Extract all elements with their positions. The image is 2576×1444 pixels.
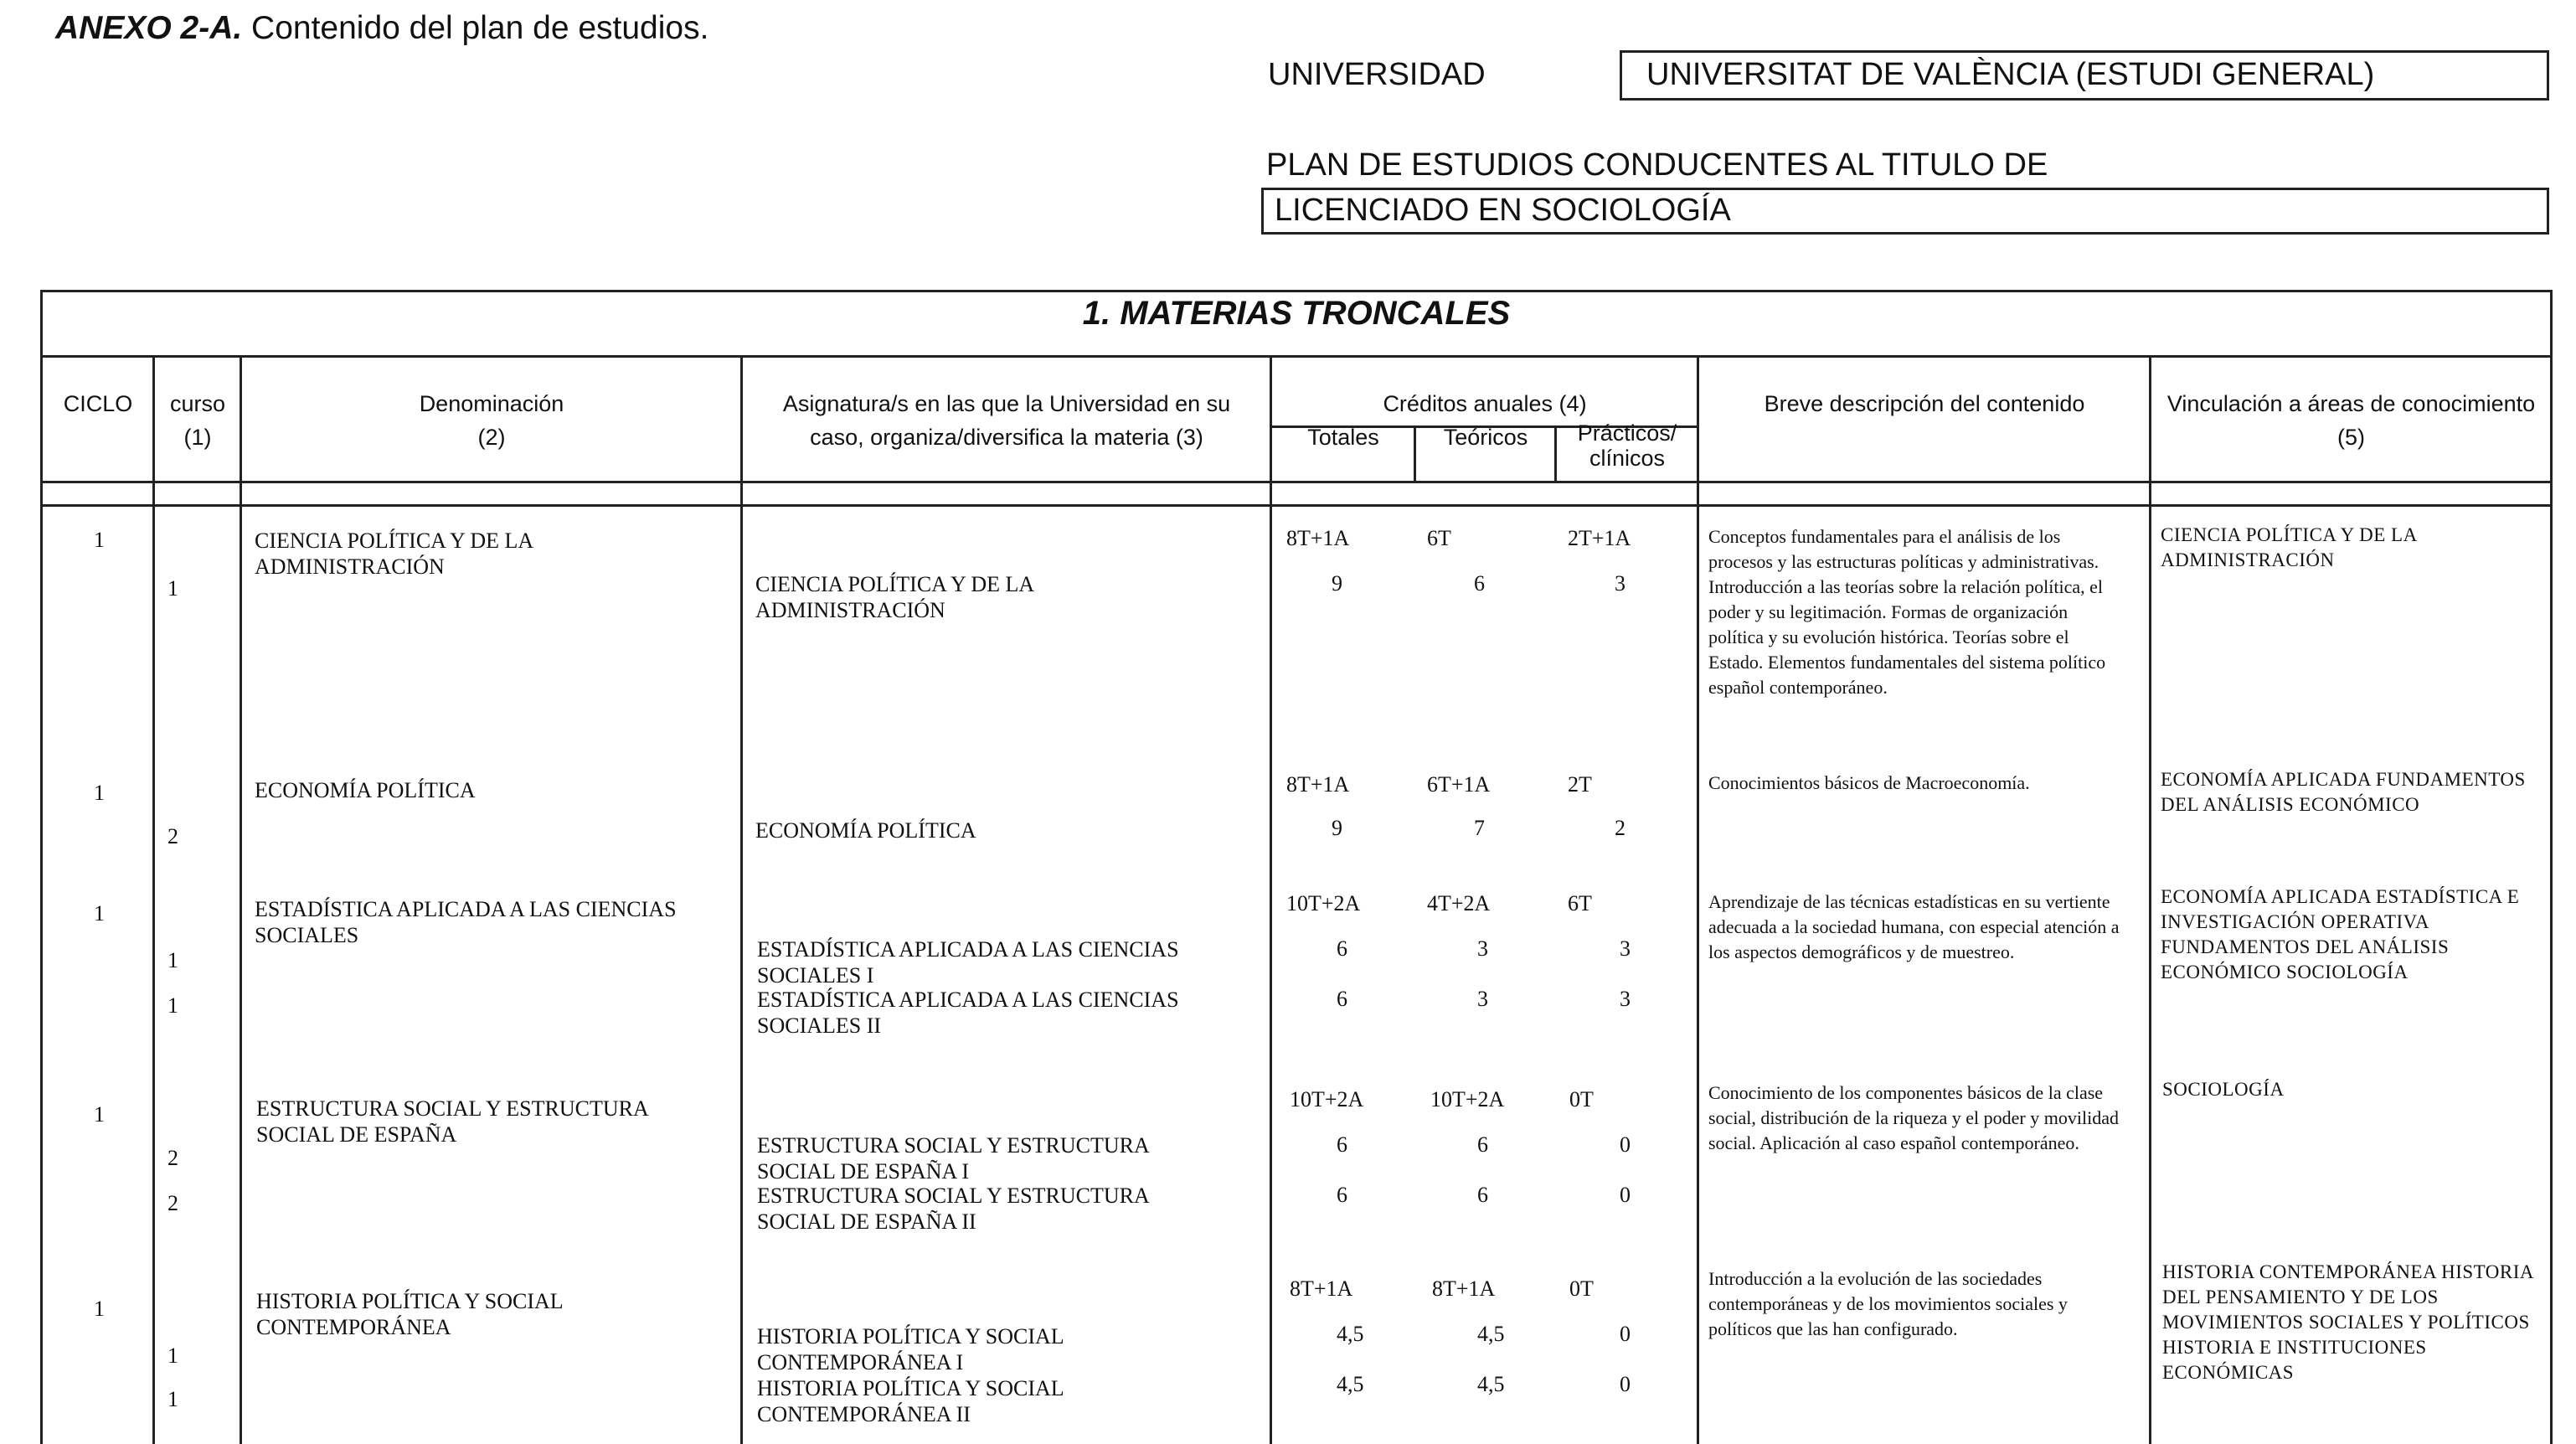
- asig-teoricos: 6: [1474, 571, 1485, 596]
- row-totales: 8T+1A: [1286, 526, 1350, 550]
- asig-teoricos: 4,5: [1477, 1372, 1505, 1396]
- row-teoricos: 10T+2A: [1430, 1087, 1505, 1111]
- asig-teoricos: 3: [1477, 987, 1488, 1011]
- row-descripcion: Conocimientos básicos de Macroeconomía.: [1708, 772, 2030, 793]
- universidad-label: UNIVERSIDAD: [1268, 57, 1486, 92]
- table-top-border: [40, 290, 2553, 292]
- header-ciclo: CICLO: [63, 391, 133, 416]
- row-descripcion: Conocimiento de los componentes básicos de la clase social, distribución de la riqueza y el poder y movilidad social. Aplicación al caso español contemporáneo.: [1708, 1082, 2119, 1153]
- asig-name: ESTRUCTURA SOCIAL Y ESTRUCTURA SOCIAL DE ESPAÑA II: [757, 1184, 1149, 1234]
- row-descripcion: Conceptos fundamentales para el análisis de los procesos y las estructuras políticas y administrativas. Introducción a las teorías sobre la relación política, el poder y su legitimación. Formas de organización política y su evolución histórica. Teorías sobre el Estado. Elementos fundamentales del sistema político español contemporáneo.: [1708, 526, 2106, 698]
- row-practicos: 6T: [1568, 891, 1592, 915]
- asig-curso: 1: [167, 1387, 178, 1411]
- header-denominacion-note: (2): [477, 425, 506, 450]
- asig-totales: 6: [1337, 936, 1347, 961]
- asig-name: CIENCIA POLÍTICA Y DE LA ADMINISTRACIÓN: [755, 572, 1033, 622]
- asig-teoricos: 7: [1474, 816, 1485, 840]
- body-top-border: [40, 504, 2553, 507]
- col-divider-asignatura: [1270, 355, 1272, 1444]
- col-divider-descripcion: [2149, 355, 2151, 1444]
- col-divider-denominacion: [740, 355, 743, 1444]
- row-ciclo: 1: [94, 1102, 105, 1127]
- row-practicos: 0T: [1569, 1087, 1594, 1111]
- row-ciclo: 1: [94, 781, 105, 805]
- header-denominacion: Denominación: [419, 391, 564, 416]
- asig-practicos: 0: [1620, 1183, 1631, 1207]
- annex-subtitle: Contenido del plan de estudios.: [242, 10, 709, 46]
- asig-teoricos: 6: [1477, 1183, 1488, 1207]
- asig-totales: 4,5: [1337, 1322, 1364, 1346]
- asig-teoricos: 3: [1477, 936, 1488, 961]
- asig-teoricos: 4,5: [1477, 1322, 1505, 1346]
- asig-totales: 4,5: [1337, 1372, 1364, 1396]
- asig-curso: 2: [167, 824, 178, 848]
- row-materia: ESTADÍSTICA APLICADA A LAS CIENCIAS SOCIALES: [255, 897, 677, 947]
- asig-totales: 6: [1337, 987, 1347, 1011]
- row-materia: HISTORIA POLÍTICA Y SOCIAL CONTEMPORÁNEA: [256, 1289, 563, 1339]
- annex-label: ANEXO 2-A.: [55, 10, 243, 46]
- asig-practicos: 3: [1620, 936, 1631, 961]
- col-divider-curso: [240, 355, 242, 1444]
- asig-totales: 6: [1337, 1132, 1347, 1157]
- row-practicos: 2T+1A: [1568, 526, 1631, 550]
- plan-label: PLAN DE ESTUDIOS CONDUCENTES AL TITULO DE: [1266, 147, 2048, 183]
- asig-name: HISTORIA POLÍTICA Y SOCIAL CONTEMPORÁNEA I: [757, 1324, 1064, 1374]
- asig-name: ESTADÍSTICA APLICADA A LAS CIENCIAS SOCIALES II: [757, 988, 1179, 1038]
- header-creditos: Créditos anuales (4): [1383, 391, 1587, 416]
- header-vinculacion-note: (5): [2337, 425, 2365, 450]
- row-totales: 10T+2A: [1286, 891, 1361, 915]
- row-ciclo: 1: [94, 1297, 105, 1321]
- row-practicos: 2T: [1568, 772, 1592, 797]
- col-divider-teoricos-hdr: [1554, 425, 1557, 481]
- row-areas: ECONOMÍA APLICADA ESTADÍSTICA E INVESTIGACIÓN OPERATIVA FUNDAMENTOS DEL ANÁLISIS ECONÓMICO SOCIOLOGÍA: [2161, 886, 2520, 982]
- asig-totales: 9: [1332, 816, 1342, 840]
- col-divider-totales-hdr: [1414, 425, 1416, 481]
- asig-curso: 2: [167, 1191, 178, 1215]
- row-descripcion: Introducción a la evolución de las sociedades contemporáneas y de los movimientos sociales y políticos que las han configurado.: [1708, 1268, 2068, 1339]
- row-teoricos: 6T+1A: [1427, 772, 1491, 797]
- col-divider-creditos: [1697, 355, 1699, 1444]
- row-totales: 8T+1A: [1286, 772, 1350, 797]
- title-bottom-border: [40, 355, 2553, 358]
- row-materia: ECONOMÍA POLÍTICA: [255, 778, 476, 802]
- row-teoricos: 8T+1A: [1432, 1276, 1496, 1301]
- table-right-border: [2550, 290, 2553, 1444]
- asig-name: HISTORIA POLÍTICA Y SOCIAL CONTEMPORÁNEA II: [757, 1376, 1064, 1426]
- row-practicos: 0T: [1569, 1276, 1594, 1301]
- row-ciclo: 1: [94, 901, 105, 926]
- row-areas: ECONOMÍA APLICADA FUNDAMENTOS DEL ANÁLISIS ECONÓMICO: [2161, 769, 2526, 815]
- row-ciclo: 1: [94, 528, 105, 552]
- header-practicos-line2: clínicos: [1589, 446, 1666, 471]
- plan-title: LICENCIADO EN SOCIOLOGÍA: [1275, 193, 1731, 228]
- row-teoricos: 6T: [1427, 526, 1451, 550]
- header-breve: Breve descripción del contenido: [1764, 391, 2085, 416]
- asig-totales: 9: [1332, 571, 1342, 596]
- header-bottom-border: [40, 481, 2553, 483]
- asig-name: ESTADÍSTICA APLICADA A LAS CIENCIAS SOCIALES I: [757, 937, 1179, 988]
- row-areas: CIENCIA POLÍTICA Y DE LA ADMINISTRACIÓN: [2161, 524, 2417, 570]
- asig-totales: 6: [1337, 1183, 1347, 1207]
- header-practicos-line1: Prácticos/: [1577, 420, 1677, 446]
- asig-curso: 1: [167, 576, 178, 601]
- header-asignatura-line2: caso, organiza/diversifica la materia (3): [810, 425, 1203, 450]
- annex-heading: [55, 10, 708, 47]
- asig-teoricos: 6: [1477, 1132, 1488, 1157]
- row-totales: 8T+1A: [1290, 1276, 1353, 1301]
- row-areas: SOCIOLOGÍA: [2162, 1079, 2285, 1100]
- header-totales: Totales: [1307, 425, 1379, 450]
- table-left-border: [40, 290, 43, 1444]
- asig-practicos: 3: [1620, 987, 1631, 1011]
- asig-practicos: 0: [1620, 1132, 1631, 1157]
- universidad-name: UNIVERSITAT DE VALÈNCIA (ESTUDI GENERAL): [1646, 57, 2375, 92]
- header-teoricos: Teóricos: [1443, 425, 1528, 450]
- row-totales: 10T+2A: [1290, 1087, 1364, 1111]
- row-materia: ESTRUCTURA SOCIAL Y ESTRUCTURA SOCIAL DE ESPAÑA: [256, 1096, 648, 1147]
- asig-curso: 1: [167, 1343, 178, 1368]
- row-areas: HISTORIA CONTEMPORÁNEA HISTORIA DEL PENSAMIENTO Y DE LOS MOVIMIENTOS SOCIALES Y POLÍTICOS HISTORIA E INSTITUCIONES ECONÓMICAS: [2162, 1261, 2533, 1383]
- asig-name: ESTRUCTURA SOCIAL Y ESTRUCTURA SOCIAL DE ESPAÑA I: [757, 1133, 1149, 1184]
- asig-name: ECONOMÍA POLÍTICA: [755, 818, 976, 843]
- asig-curso: 1: [167, 993, 178, 1018]
- asig-practicos: 3: [1615, 571, 1625, 596]
- asig-curso: 2: [167, 1146, 178, 1170]
- asig-practicos: 2: [1615, 816, 1625, 840]
- header-asignatura-line1: Asignatura/s en las que la Universidad en su: [782, 391, 1231, 416]
- row-materia: CIENCIA POLÍTICA Y DE LA ADMINISTRACIÓN: [255, 529, 533, 579]
- asig-curso: 1: [167, 948, 178, 972]
- col-divider-ciclo: [152, 355, 155, 1444]
- header-practicos: [1558, 420, 1697, 471]
- asig-practicos: 0: [1620, 1322, 1631, 1346]
- asig-practicos: 0: [1620, 1372, 1631, 1396]
- row-teoricos: 4T+2A: [1427, 891, 1491, 915]
- header-curso: curso: [169, 391, 226, 416]
- header-curso-note: (1): [183, 425, 212, 450]
- section-title: 1. MATERIAS TRONCALES: [1082, 295, 1511, 332]
- header-vinculacion: Vinculación a áreas de conocimiento: [2166, 391, 2536, 416]
- row-descripcion: Aprendizaje de las técnicas estadísticas en su vertiente adecuada a la sociedad humana, con especial atención a los aspectos demográficos y de muestreo.: [1708, 891, 2120, 962]
